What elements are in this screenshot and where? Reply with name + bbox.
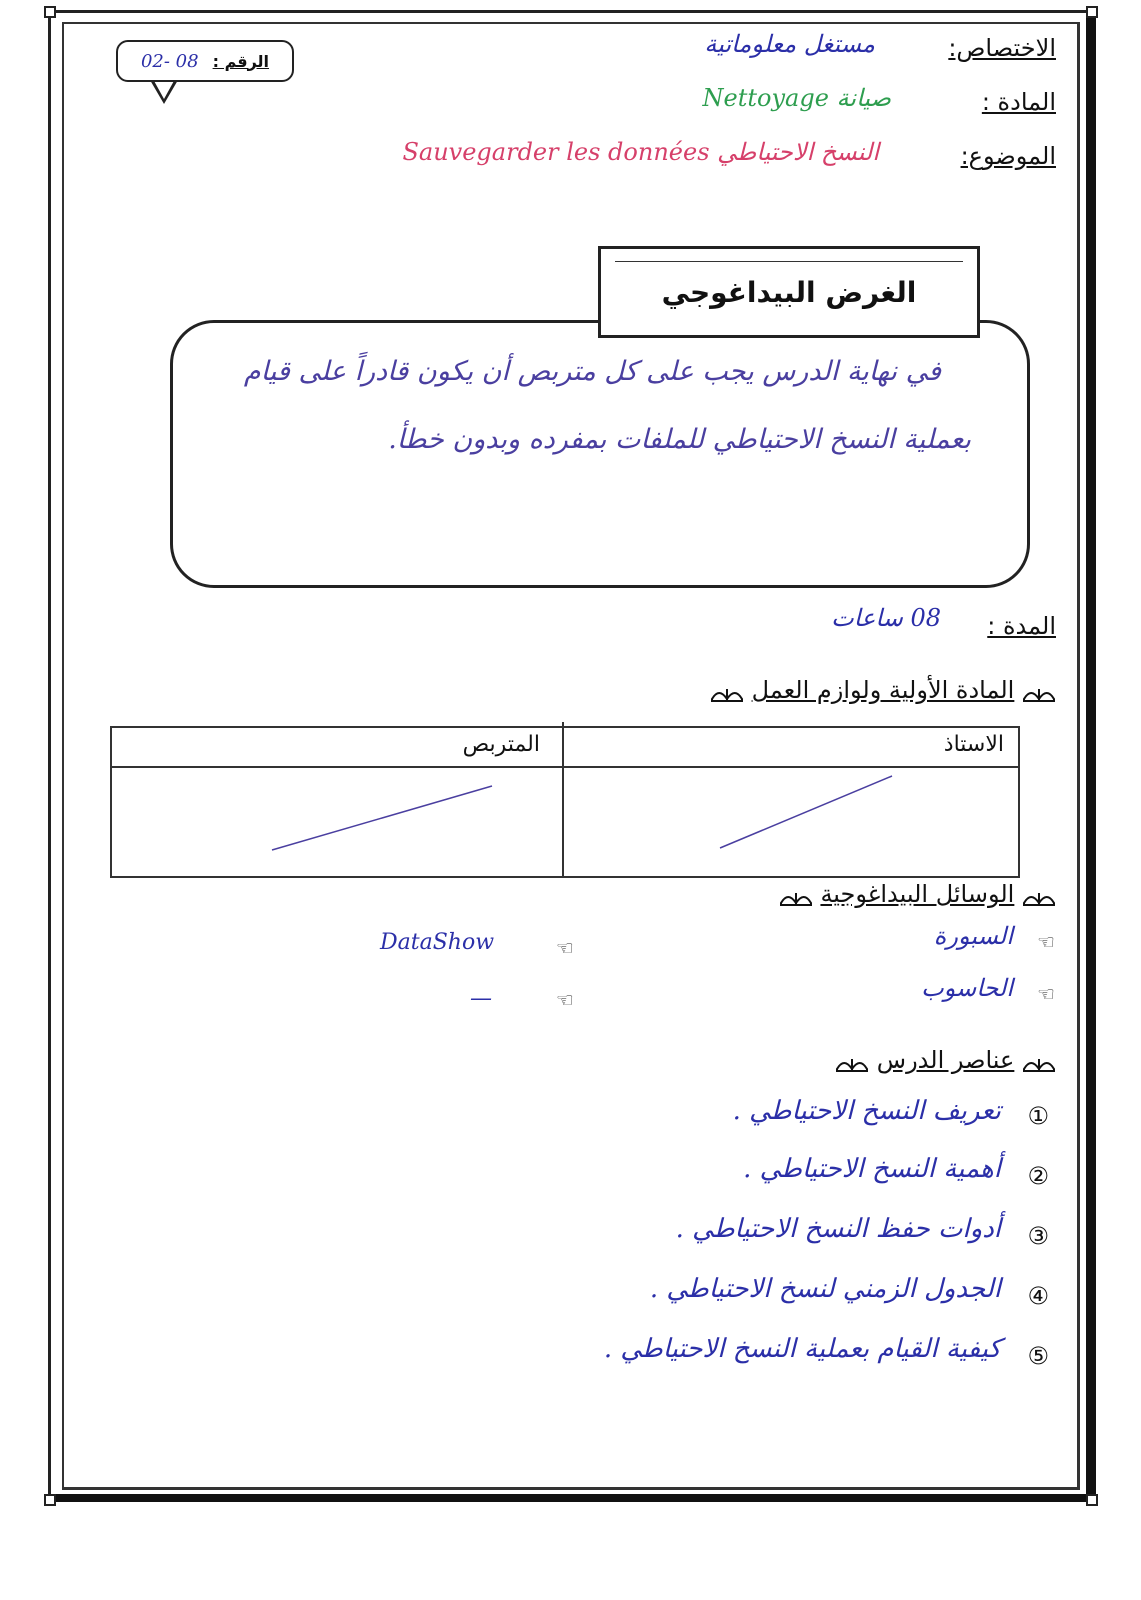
open-book-icon bbox=[710, 681, 744, 701]
open-book-icon bbox=[779, 885, 813, 905]
table-header-teacher: الاستاذ bbox=[943, 732, 1004, 757]
list-item: تعريف النسخ الاحتياطي . bbox=[732, 1096, 1001, 1126]
frame-corner bbox=[1086, 6, 1098, 18]
number-bubble bbox=[116, 40, 294, 82]
pointing-hand-icon: ☜ bbox=[556, 988, 574, 1012]
materials-heading: المادة الأولية ولوازم العمل bbox=[751, 676, 1015, 704]
specialty-label: الاختصاص: bbox=[948, 34, 1056, 62]
open-book-icon bbox=[1022, 1051, 1056, 1071]
frame-corner bbox=[44, 1494, 56, 1506]
means-item-computer: الحاسوب bbox=[921, 974, 1013, 1002]
elements-heading: عناصر الدرس bbox=[876, 1046, 1015, 1074]
goal-title: الغرض البيداغوجي bbox=[661, 275, 917, 309]
list-item: الجدول الزمني لنسخ الاحتياطي . bbox=[649, 1274, 1001, 1304]
topic-value: النسخ الاحتياطي Sauvegarder les données bbox=[402, 138, 879, 166]
specialty-value: مستغل معلوماتية bbox=[704, 30, 875, 58]
duration-label: المدة : bbox=[987, 612, 1056, 640]
table-header-trainee: المتربص bbox=[462, 732, 540, 757]
list-item-number: ④ bbox=[1027, 1282, 1049, 1310]
list-item-number: ⑤ bbox=[1027, 1342, 1049, 1370]
pointing-hand-icon: ☜ bbox=[556, 936, 574, 960]
open-book-icon bbox=[1022, 681, 1056, 701]
open-book-icon bbox=[1022, 885, 1056, 905]
pointing-hand-icon: ☜ bbox=[1037, 930, 1055, 954]
means-heading: الوسائل البيداغوجية bbox=[820, 880, 1015, 908]
number-label: الرقم : bbox=[212, 51, 270, 71]
subject-value: صيانة Nettoyage bbox=[702, 84, 891, 112]
means-heading-row bbox=[779, 880, 1056, 908]
list-item-number: ① bbox=[1027, 1102, 1049, 1130]
goal-line-1: في نهاية الدرس يجب على كل متربص أن يكون قادراً على قيام bbox=[243, 356, 941, 387]
means-item-datashow: DataShow bbox=[380, 930, 495, 955]
list-item: كيفية القيام بعملية النسخ الاحتياطي . bbox=[603, 1334, 1001, 1364]
pointing-hand-icon: ☜ bbox=[1037, 982, 1055, 1006]
list-item-number: ③ bbox=[1027, 1222, 1049, 1250]
materials-heading-row bbox=[710, 676, 1056, 704]
means-item-board: السبورة bbox=[933, 922, 1013, 950]
goal-title-box bbox=[598, 246, 980, 338]
table-strike-marks bbox=[112, 728, 1018, 876]
list-item: أهمية النسخ الاحتياطي . bbox=[743, 1154, 1001, 1184]
goal-line-2: بعملية النسخ الاحتياطي للملفات بمفرده وبدون خطأ. bbox=[388, 424, 971, 455]
list-item: أدوات حفظ النسخ الاحتياطي . bbox=[675, 1214, 1001, 1244]
elements-heading-row bbox=[835, 1046, 1056, 1074]
frame-corner bbox=[44, 6, 56, 18]
list-item-number: ② bbox=[1027, 1162, 1049, 1190]
duration-value: 08 ساعات bbox=[831, 604, 941, 632]
frame-corner bbox=[1086, 1494, 1098, 1506]
subject-label: المادة : bbox=[981, 88, 1056, 116]
open-book-icon bbox=[835, 1051, 869, 1071]
number-value: 02- 08 bbox=[140, 50, 199, 72]
means-item-empty: — bbox=[470, 986, 492, 1011]
tools-table bbox=[110, 726, 1020, 878]
topic-label: الموضوع: bbox=[960, 142, 1056, 170]
